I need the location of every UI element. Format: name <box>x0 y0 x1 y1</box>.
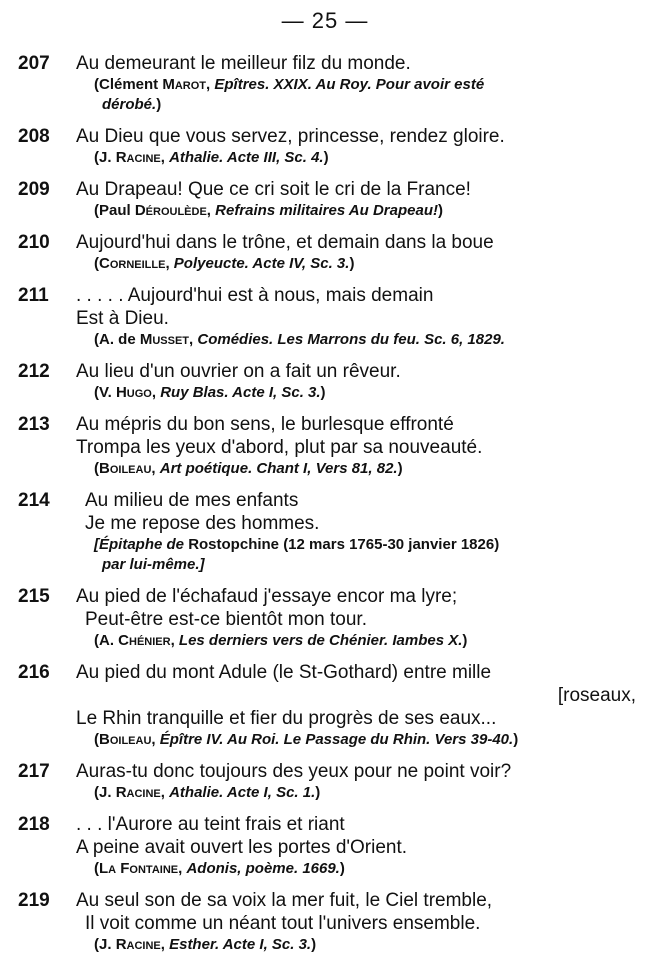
quotation-entry <box>0 661 650 750</box>
quotation-line: Au Drapeau! Que ce cri soit le cri de la France! <box>76 179 471 200</box>
quotation-list <box>0 52 650 965</box>
quotation-line: Au pied du mont Adule (le St-Gothard) entre mille <box>76 662 492 683</box>
work-title: Adonis, poème. 1669. <box>186 860 340 877</box>
citation: (J. Racine, Esther. Acte I, Sc. 3.) <box>94 936 317 953</box>
citation: (J. Racine, Athalie. Acte I, Sc. 1.) <box>94 784 321 801</box>
quotation-line: Aujourd'hui dans le trône, et demain dans la boue <box>76 232 494 253</box>
quotation-entry <box>0 585 650 651</box>
author-name: La Fontaine <box>99 860 179 877</box>
quotation-entry <box>0 52 650 115</box>
quotation-line: Le Rhin tranquille et fier du progrès de ses eaux... <box>76 708 497 729</box>
entry-number: 219 <box>18 890 50 911</box>
entry-number: 207 <box>18 53 50 74</box>
quotation-line: Au mépris du bon sens, le burlesque effronté <box>76 414 454 435</box>
quotation-entry <box>0 125 650 168</box>
author-name: Chénier <box>118 632 171 649</box>
citation: (V. Hugo, Ruy Blas. Acte I, Sc. 3.) <box>94 384 326 401</box>
quotation-line: Auras-tu donc toujours des yeux pour ne point voir? <box>76 761 512 782</box>
author-name: Boileau <box>99 460 152 477</box>
citation: (Boileau, Art poétique. Chant I, Vers 81, 82.) <box>94 460 403 477</box>
citation: (Clément Marot, Epîtres. XXIX. Au Roy. Pour avoir esté dérobé.) <box>94 76 485 113</box>
work-title: Refrains militaires Au Drapeau! <box>215 202 438 219</box>
author-name: Rostopchine (12 <box>188 536 310 553</box>
quotation-line: A peine avait ouvert les portes d'Orient. <box>76 837 408 858</box>
citation: (La Fontaine, Adonis, poème. 1669.) <box>94 860 345 877</box>
citation: (A. Chénier, Les derniers vers de Chénier. Iambes X.) <box>94 632 468 649</box>
quotation-line: . . . . . Aujourd'hui est à nous, mais demain <box>76 285 434 306</box>
work-title: Comédies. Les Marrons du feu. Sc. 6, 1829. <box>197 331 505 348</box>
author-name: Corneille <box>99 255 166 272</box>
quotation-entry <box>0 231 650 274</box>
citation: (J. Racine, Athalie. Acte III, Sc. 4.) <box>94 149 329 166</box>
author-name: Marot <box>162 76 207 93</box>
entry-number: 214 <box>18 490 50 511</box>
page-number: — 25 — <box>281 8 369 33</box>
quotation-entry <box>0 813 650 879</box>
author-name: Musset <box>139 331 190 348</box>
work-title: Athalie. Acte III, Sc. 4. <box>169 149 324 166</box>
work-title: Esther. Acte I, Sc. 3. <box>169 936 312 953</box>
quotation-entry <box>0 413 650 479</box>
entry-number: 217 <box>18 761 50 782</box>
entry-number: 209 <box>18 179 50 200</box>
quotation-line-continuation: [roseaux, <box>557 685 636 706</box>
work-title: Les derniers vers de Chénier. Iambes X. <box>178 632 463 649</box>
author-name: Déroulède <box>134 202 207 219</box>
quotation-line: Au demeurant le meilleur filz du monde. <box>76 53 411 74</box>
quotation-line: Peut-être est-ce bientôt mon tour. <box>85 609 367 630</box>
author-name: Racine <box>115 936 161 953</box>
quotation-line: Je me repose des hommes. <box>85 513 320 534</box>
work-title: Art poétique. Chant I, Vers 81, 82. <box>159 460 398 477</box>
entry-number: 218 <box>18 814 50 835</box>
quotation-entry <box>0 760 650 803</box>
citation: (A. de Musset, Comédies. Les Marrons du feu. Sc. 6, 1829. <box>94 331 505 348</box>
author-name: Hugo <box>115 384 152 401</box>
quotation-entry <box>0 284 650 350</box>
citation: (Corneille, Polyeucte. Acte IV, Sc. 3.) <box>94 255 355 272</box>
quotation-entry <box>0 489 650 575</box>
author-name: Racine <box>115 149 161 166</box>
quotation-line: . . . l'Aurore au teint frais et riant <box>76 814 345 835</box>
work-title: Athalie. Acte I, Sc. 1. <box>169 784 316 801</box>
citation: (Paul Déroulède, Refrains militaires Au Drapeau!) <box>94 202 443 219</box>
entry-number: 216 <box>18 662 50 683</box>
entry-number: 211 <box>18 285 49 306</box>
quotation-line: Trompa les yeux d'abord, plut par sa nouveauté. <box>76 437 483 458</box>
quotation-line: Il voit comme un néant tout l'univers ensemble. <box>85 913 481 934</box>
quotation-line: Au Dieu que vous servez, princesse, rendez gloire. <box>76 126 505 147</box>
entry-number: 208 <box>18 126 50 147</box>
quotation-entry <box>0 889 650 955</box>
quotation-line: Au lieu d'un ouvrier on a fait un rêveur. <box>76 361 401 382</box>
entry-number: 212 <box>18 361 50 382</box>
work-title: Ruy Blas. Acte I, Sc. 3. <box>160 384 321 401</box>
quotation-line: Au seul son de sa voix la mer fuit, le Ciel tremble, <box>76 890 493 911</box>
work-title: Polyeucte. Acte IV, Sc. 3. <box>173 255 350 272</box>
quotation-line: Est à Dieu. <box>76 308 169 329</box>
work-title: Epîtres. XXIX. Au Roy. Pour avoir esté <box>214 76 485 93</box>
entry-number: 210 <box>18 232 50 253</box>
citation: [Épitaphe de Rostopchine (12 mars 1765-30 janvier 1826) par lui-même.] <box>94 536 500 573</box>
entry-number: 215 <box>18 586 50 607</box>
entry-number: 213 <box>18 414 50 435</box>
quotation-line: Au milieu de mes enfants <box>85 490 299 511</box>
citation: (Boileau, Épître IV. Au Roi. Le Passage du Rhin. Vers 39-40.) <box>94 731 519 748</box>
author-name: Boileau <box>99 731 152 748</box>
author-name: Racine <box>115 784 161 801</box>
quotation-entry <box>0 360 650 403</box>
quotation-entry <box>0 178 650 221</box>
work-title: Épître IV. Au Roi. Le Passage du Rhin. Vers 39-40. <box>159 731 514 748</box>
quotation-line: Au pied de l'échafaud j'essaye encor ma lyre; <box>76 586 458 607</box>
